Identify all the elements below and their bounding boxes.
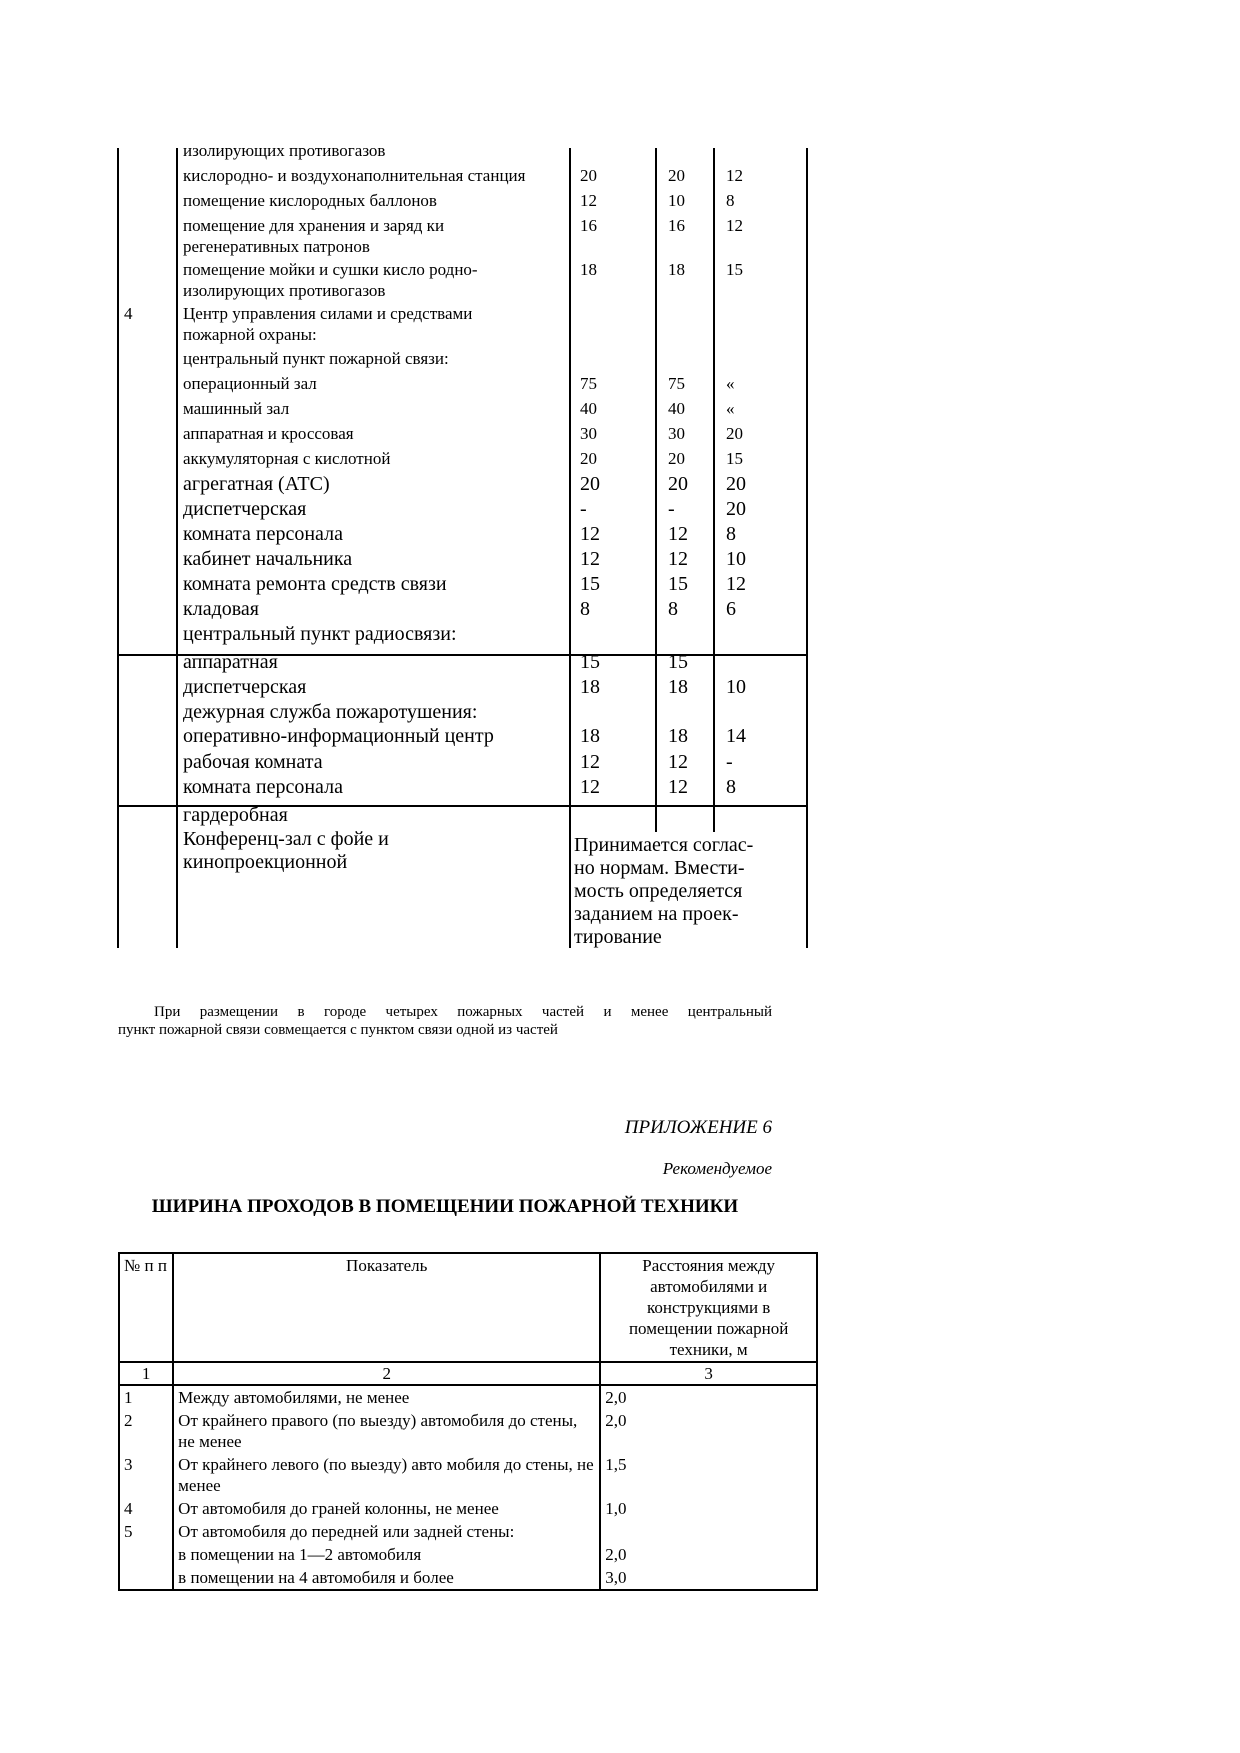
row-value: 2,0 xyxy=(600,1409,817,1453)
row-value: « xyxy=(726,399,735,418)
row-value: 1,0 xyxy=(600,1497,817,1520)
merged-note-line: но нормам. Вмести- xyxy=(574,857,745,879)
row-value: 12 xyxy=(668,776,688,798)
footnote-line: пункт пожарной связи совмещается с пунктом связи одной из частей xyxy=(118,1022,558,1038)
row-value: 6 xyxy=(726,598,736,620)
row-number: 5 xyxy=(119,1520,173,1543)
table-border xyxy=(655,148,657,832)
row-value: 12 xyxy=(726,216,743,235)
row-value: 8 xyxy=(668,598,678,620)
row-value: 12 xyxy=(580,751,600,773)
row-value: 12 xyxy=(668,751,688,773)
row-value: 12 xyxy=(580,548,600,570)
row-value: 40 xyxy=(668,399,685,418)
row-value: 20 xyxy=(668,166,685,185)
row-value: 18 xyxy=(580,725,600,747)
row-value: 2,0 xyxy=(600,1543,817,1566)
table-border xyxy=(176,148,178,948)
row-value: 20 xyxy=(726,473,746,495)
row-value: 20 xyxy=(726,424,743,443)
table-row xyxy=(119,1453,817,1497)
table-border xyxy=(806,148,808,948)
table-border xyxy=(117,148,119,948)
row-value: 15 xyxy=(726,260,743,279)
row-value: - xyxy=(580,498,587,520)
row-value: 12 xyxy=(580,776,600,798)
merged-note-line: заданием на проек- xyxy=(574,903,739,925)
row-value: - xyxy=(668,498,675,520)
row-label: кладовая xyxy=(183,598,260,620)
row-value: 15 xyxy=(580,573,600,595)
row-value: 20 xyxy=(580,449,597,468)
row-label: помещение для хранения и заряд ки xyxy=(183,216,445,235)
row-value: 18 xyxy=(668,260,685,279)
row-label: гардеробная xyxy=(183,804,288,826)
row-value: 15 xyxy=(580,651,600,673)
table-row xyxy=(119,1520,817,1543)
row-value: 20 xyxy=(668,449,685,468)
row-value: 12 xyxy=(580,191,597,210)
row-label: Конференц-зал с фойе и xyxy=(183,828,389,850)
row-value: 8 xyxy=(580,598,590,620)
row-value: 20 xyxy=(726,498,746,520)
row-label: От крайнего левого (по выезду) авто мобиля до стены, не менее xyxy=(173,1453,600,1497)
table-row xyxy=(119,1566,817,1590)
row-number: 3 xyxy=(119,1453,173,1497)
column-number-row xyxy=(119,1362,817,1385)
row-label: От автомобиля до граней колонны, не менее xyxy=(173,1497,600,1520)
row-value: 12 xyxy=(726,166,743,185)
row-value: 1,5 xyxy=(600,1453,817,1497)
row-value: 3,0 xyxy=(600,1566,817,1590)
row-label: помещение мойки и сушки кисло родно- xyxy=(183,260,478,279)
table-row xyxy=(119,1543,817,1566)
row-label: От автомобиля до передней или задней стены: xyxy=(173,1520,600,1543)
row-value: 20 xyxy=(668,473,688,495)
footnote xyxy=(118,1003,772,1039)
appendix-title: ШИРИНА ПРОХОДОВ В ПОМЕЩЕНИИ ПОЖАРНОЙ ТЕХНИКИ xyxy=(151,1196,739,1217)
row-label: комната персонала xyxy=(183,776,343,798)
table-header-row xyxy=(119,1253,817,1362)
row-label: кислородно- и воздухонаполнительная станция xyxy=(183,166,526,185)
row-value: 40 xyxy=(580,399,597,418)
row-value: 15 xyxy=(668,573,688,595)
row-label: рабочая комната xyxy=(183,751,323,773)
row-value: 10 xyxy=(668,191,685,210)
row-value: 2,0 xyxy=(600,1385,817,1409)
row-value: 8 xyxy=(726,776,736,798)
row-value: 30 xyxy=(580,424,597,443)
table-border xyxy=(569,148,571,948)
row-label: аппаратная xyxy=(183,651,278,673)
row-number: 4 xyxy=(119,1497,173,1520)
row-value: 75 xyxy=(668,374,685,393)
row-label: помещение кислородных баллонов xyxy=(183,191,437,210)
row-label: агрегатная (АТС) xyxy=(183,473,330,495)
row-value: 10 xyxy=(726,548,746,570)
row-value: 18 xyxy=(668,725,688,747)
header-cell: Показатель xyxy=(173,1253,600,1362)
row-number xyxy=(119,1543,173,1566)
merged-note-line: тирование xyxy=(574,926,662,948)
row-value: 18 xyxy=(668,676,688,698)
row-label: в помещении на 1—2 автомобиля xyxy=(173,1543,600,1566)
row-value: 12 xyxy=(668,548,688,570)
merged-note-line: мость определяется xyxy=(574,880,743,902)
row-number: 1 xyxy=(119,1385,173,1409)
row-label: диспетчерская xyxy=(183,498,307,520)
row-value: 18 xyxy=(580,260,597,279)
row-number: 2 xyxy=(119,1409,173,1453)
merged-note-cell xyxy=(574,834,753,949)
row-label: Между автомобилями, не менее xyxy=(173,1385,600,1409)
row-label: комната ремонта средств связи xyxy=(183,573,447,595)
row-value: 20 xyxy=(580,473,600,495)
table-row xyxy=(119,1385,817,1409)
row-label: Центр управления силами и средствами xyxy=(183,304,473,323)
header-cell: Расстояния между автомобилями и конструкциями в помещении пожарной техники, м xyxy=(600,1253,817,1362)
column-number: 3 xyxy=(600,1362,817,1385)
row-value: 15 xyxy=(668,651,688,673)
row-value: 75 xyxy=(580,374,597,393)
aisle-width-table xyxy=(118,1252,818,1591)
table-row xyxy=(119,1409,817,1453)
column-number: 1 xyxy=(119,1362,173,1385)
row-label: машинный зал xyxy=(183,399,290,418)
footnote-line: При размещении в городе четырех пожарных частей и менее центральный xyxy=(154,1004,772,1020)
row-label: изолирующих противогазов xyxy=(183,281,386,300)
row-label: дежурная служба пожаротушения: xyxy=(183,701,478,723)
row-label: центральный пункт радиосвязи: xyxy=(183,623,457,645)
table-row xyxy=(119,1497,817,1520)
row-label: оперативно-информационный центр xyxy=(183,725,494,747)
row-label: кабинет начальника xyxy=(183,548,353,570)
row-label: операционный зал xyxy=(183,374,317,393)
row-label: изолирующих противогазов xyxy=(183,141,386,160)
row-value: 16 xyxy=(668,216,685,235)
row-value: 30 xyxy=(668,424,685,443)
row-number: 4 xyxy=(124,304,133,323)
row-value: 20 xyxy=(580,166,597,185)
row-number xyxy=(119,1566,173,1590)
row-value: 16 xyxy=(580,216,597,235)
row-value: 15 xyxy=(726,449,743,468)
row-label: пожарной охраны: xyxy=(183,325,317,344)
row-value: 8 xyxy=(726,191,735,210)
row-value: - xyxy=(726,751,733,773)
row-label: диспетчерская xyxy=(183,676,307,698)
row-value: 12 xyxy=(668,523,688,545)
header-cell: № п п xyxy=(119,1253,173,1362)
row-label: регенеративных патронов xyxy=(183,237,370,256)
table-border xyxy=(713,148,715,832)
row-value: 12 xyxy=(580,523,600,545)
row-value: 12 xyxy=(726,573,746,595)
row-value: 18 xyxy=(580,676,600,698)
row-label: кинопроекционной xyxy=(183,851,348,873)
appendix-status: Рекомендуемое xyxy=(662,1159,772,1178)
row-label: аппаратная и кроссовая xyxy=(183,424,354,443)
row-label: аккумуляторная с кислотной xyxy=(183,449,391,468)
row-value: « xyxy=(726,374,735,393)
row-value: 14 xyxy=(726,725,746,747)
row-label: комната персонала xyxy=(183,523,343,545)
row-label: От крайнего правого (по выезду) автомобиля до стены, не менее xyxy=(173,1409,600,1453)
row-label: в помещении на 4 автомобиля и более xyxy=(173,1566,600,1590)
row-value: 8 xyxy=(726,523,736,545)
row-value: 10 xyxy=(726,676,746,698)
appendix-label: ПРИЛОЖЕНИЕ 6 xyxy=(624,1117,772,1138)
merged-note-line: Принимается соглас- xyxy=(574,834,754,856)
row-value xyxy=(600,1520,817,1543)
column-number: 2 xyxy=(173,1362,600,1385)
row-label: центральный пункт пожарной связи: xyxy=(183,349,449,368)
